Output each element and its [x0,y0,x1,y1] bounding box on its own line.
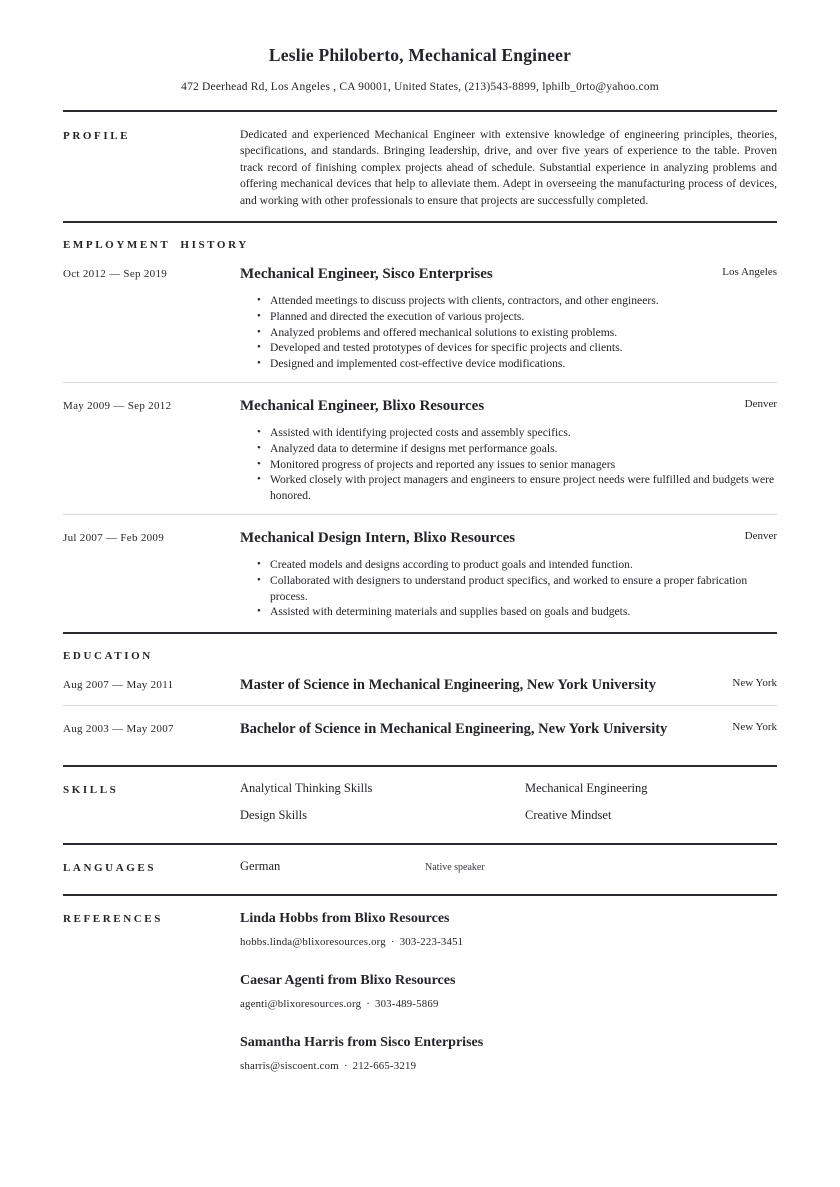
bullet-item: • Monitored progress of projects and reported any issues to senior managers [270,457,777,473]
bullet-item: • Assisted with determining materials and supplies based on goals and budgets. [270,604,777,620]
education-location: New York [732,677,777,690]
references-section-label: REFERENCES [63,913,163,926]
skills-grid [240,781,777,823]
reference-contact [240,998,777,1010]
bullet-item: • Developed and tested prototypes of devices for specific projects and clients. [270,340,777,356]
job-dates: May 2009 — Sep 2012 [63,400,172,413]
education-entry [63,706,777,765]
education-dates: Aug 2003 — May 2007 [63,723,174,736]
employment-section-label: EMPLOYMENT HISTORY [63,239,249,252]
reference-name: Samantha Harris from Sisco Enterprises [240,1035,484,1051]
reference-entry [240,972,777,1010]
bullet-item: • Analyzed problems and offered mechanical solutions to existing problems. [270,325,777,341]
job-main [240,396,777,504]
reference-phone: 303-489-5869 [374,998,439,1011]
language-row [240,859,777,874]
skills-section [63,767,777,843]
job-title: Mechanical Engineer, Sisco Enterprises [240,266,493,283]
job-bullet-list [240,425,777,504]
skill-item: Mechanical Engineering [525,781,648,796]
skill-item: Analytical Thinking Skills [240,781,373,796]
reference-email: sharris@siscoent.com [240,1060,339,1073]
job-main [240,264,777,372]
bullet-item: • Designed and implemented cost-effective device modifications. [270,356,777,372]
education-title: Master of Science in Mechanical Engineering, New York University [240,677,657,694]
reference-name: Linda Hobbs from Blixo Resources [240,911,450,927]
education-header [240,719,777,739]
reference-entry [240,1034,777,1072]
profile-content [240,127,777,209]
bullet-item: • Created models and designs according to product goals and intended function. [270,557,777,573]
bullet-item: • Worked closely with project managers and engineers to ensure project needs were fulfilled and budgets were honored. [270,472,777,504]
contact-line: 472 Deerhead Rd, Los Angeles , CA 90001, United States, (213)543-8899, lphilb_0rto@yahoo.com [181,81,659,93]
language-level: Native speaker [425,862,485,874]
job-title: Mechanical Design Intern, Blixo Resources [240,530,516,546]
job-header [240,396,777,416]
reference-entry [240,910,777,948]
job-header [240,528,777,548]
skill-item: Creative Mindset [525,808,612,823]
languages-label-column [63,859,240,874]
languages-content [240,859,777,874]
reference-separator: · [390,936,395,949]
bullet-item: • Assisted with identifying projected costs and assembly specifics. [270,425,777,441]
references-label-column [63,910,240,925]
job-dates: Oct 2012 — Sep 2019 [63,268,168,281]
education-dates: Aug 2007 — May 2011 [63,679,174,692]
profile-section [63,112,777,221]
bullet-item: • Analyzed data to determine if designs met performance goals. [270,441,777,457]
reference-email: agenti@blixoresources.org [240,998,362,1011]
job-entry [63,251,777,382]
job-entry [63,383,777,514]
skill-item: Design Skills [240,808,308,823]
bullet-item: • Collaborated with designers to understand product specifics, and worked to ensure a proper fabrication process. [270,573,777,605]
bullet-item: • Attended meetings to discuss projects with clients, contractors, and other engineers. [270,293,777,309]
education-title: Bachelor of Science in Mechanical Engineering, New York University [240,721,668,738]
education-header [240,675,777,695]
reference-phone: 303-223-3451 [399,936,464,949]
reference-phone: 212-665-3219 [352,1060,417,1073]
job-bullet-list [240,557,777,620]
language-name: German [240,859,281,874]
job-title: Mechanical Engineer, Blixo Resources [240,398,485,415]
reference-separator: · [366,998,370,1011]
bullet-item: • Planned and directed the execution of various projects. [270,309,777,325]
skills-section-label: SKILLS [63,784,119,797]
candidate-name: Leslie Philoberto, Mechanical Engineer [268,45,572,65]
job-entry [63,515,777,632]
references-section [63,896,777,1096]
languages-section [63,845,777,894]
job-location: Los Angeles [722,266,777,279]
education-main [240,719,777,739]
profile-text: Dedicated and experienced Mechanical Engineer with extensive knowledge of engineering principles, theories, specifications, and standards. Bringing leadership, drive, and over five years of experience to the table. Proven track record of finishing complex projects ahead of schedule. Substantial experience in analyzing problems and offering mechanical devices that help to alleviate them. Adept in overseeing the manufacturing process of devices, and working with other professionals to ensure that projects are successfully completed. [240,128,777,207]
reference-separator: · [343,1060,348,1073]
references-content [240,910,777,1096]
education-section-label: EDUCATION [63,650,153,663]
languages-section-label: LANGUAGES [63,862,157,875]
job-bullet-list [240,293,777,372]
education-location: New York [732,721,777,734]
skills-label-column [63,781,240,796]
job-header [240,264,777,284]
reference-contact [240,1060,777,1072]
job-dates: Jul 2007 — Feb 2009 [63,532,165,544]
reference-email: hobbs.linda@blixoresources.org [240,936,386,949]
reference-contact [240,936,777,948]
job-main [240,528,777,620]
job-location: Denver [744,398,777,411]
profile-label-column [63,127,240,142]
education-main [240,675,777,695]
reference-name: Caesar Agenti from Blixo Resources [240,973,456,989]
job-location: Denver [744,530,777,542]
education-entry [63,662,777,705]
profile-section-label: PROFILE [63,130,131,142]
